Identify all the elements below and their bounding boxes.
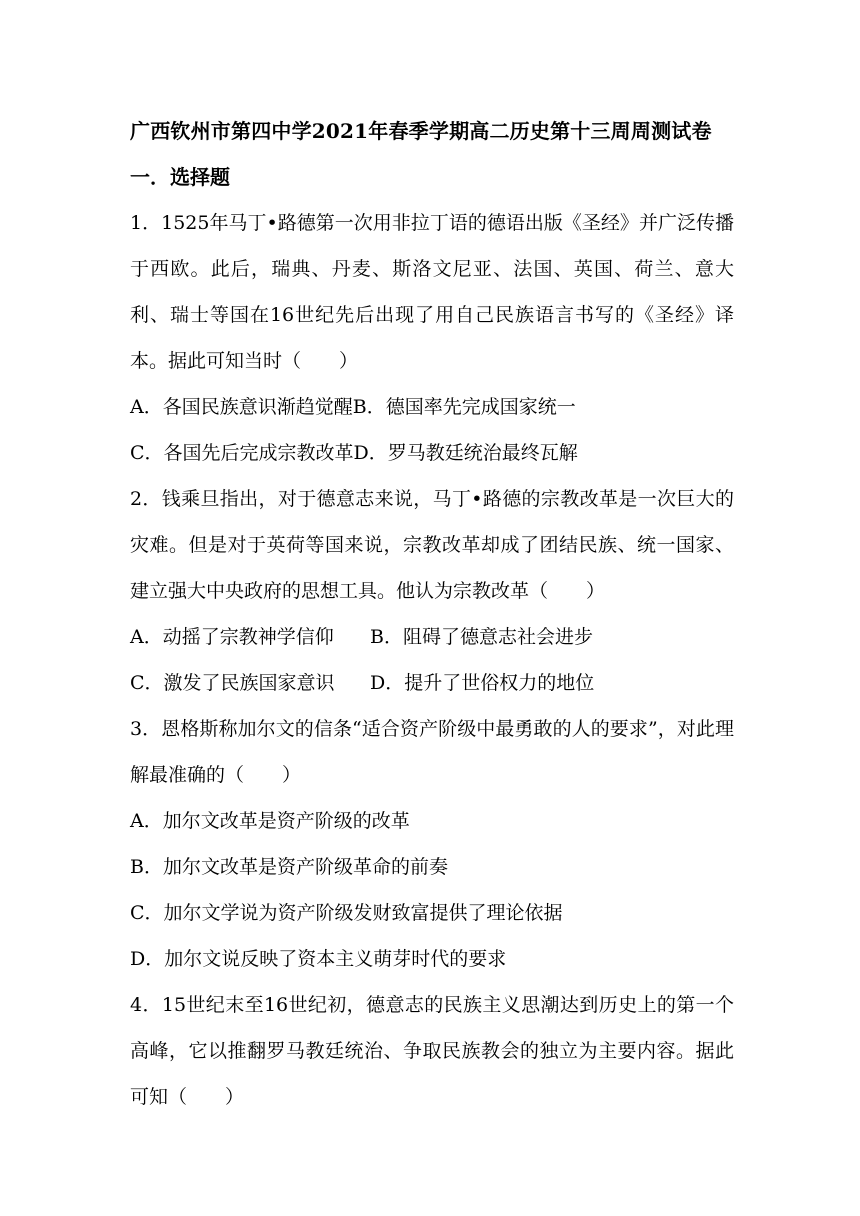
option-row xyxy=(130,430,734,476)
question-1 xyxy=(130,200,734,476)
option-b: B．德国率先完成国家统一 xyxy=(352,396,576,418)
option-d: D．提升了世俗权力的地位 xyxy=(370,672,595,694)
question-stem: 3．恩格斯称加尔文的信条“适合资产阶级中最勇敢的人的要求”，对此理解最准确的（ ） xyxy=(130,718,734,786)
question-3 xyxy=(130,706,734,982)
question-stem: 4．15世纪末至16世纪初，德意志的民族主义思潮达到历史上的第一个高峰，它以推翻罗马教廷统治、争取民族教会的独立为主要内容。据此可知（ ） xyxy=(130,994,734,1108)
question-4 xyxy=(130,982,734,1120)
option-a: A．各国民族意识渐趋觉醒 xyxy=(130,396,353,418)
option-a: A．动摇了宗教神学信仰 xyxy=(130,626,334,648)
option-d: D．罗马教廷统治最终瓦解 xyxy=(353,442,578,464)
question-2 xyxy=(130,476,734,706)
option-row xyxy=(130,384,734,430)
question-stem: 1．1525年马丁•路德第一次用非拉丁语的德语出版《圣经》并广泛传播于西欧。此后，瑞典、丹麦、斯洛文尼亚、法国、英国、荷兰、意大利、瑞士等国在16世纪先后出现了用自己民族语言书写的《圣经》译本。据此可知当时（ ） xyxy=(130,212,734,372)
option-a: A．加尔文改革是资产阶级的改革 xyxy=(130,810,410,832)
option-b: B．阻碍了德意志社会进步 xyxy=(370,626,593,648)
page-title: 广西钦州市第四中学2021年春季学期高二历史第十三周周测试卷 xyxy=(130,119,712,143)
section-heading: 一．选择题 xyxy=(130,165,230,189)
option-b: B．加尔文改革是资产阶级革命的前奏 xyxy=(130,856,448,878)
option-c: C．加尔文学说为资产阶级发财致富提供了理论依据 xyxy=(130,902,563,924)
document-page xyxy=(130,108,734,1120)
option-row xyxy=(130,614,734,660)
option-c: C．激发了民族国家意识 xyxy=(130,672,335,694)
option-c: C．各国先后完成宗教改革 xyxy=(130,442,354,464)
option-d: D．加尔文说反映了资本主义萌芽时代的要求 xyxy=(130,948,507,970)
question-stem: 2．钱乘旦指出，对于德意志来说，马丁•路德的宗教改革是一次巨大的灾难。但是对于英荷等国来说，宗教改革却成了团结民族、统一国家、建立强大中央政府的思想工具。他认为宗教改革（ ） xyxy=(130,488,734,602)
option-row xyxy=(130,660,734,706)
